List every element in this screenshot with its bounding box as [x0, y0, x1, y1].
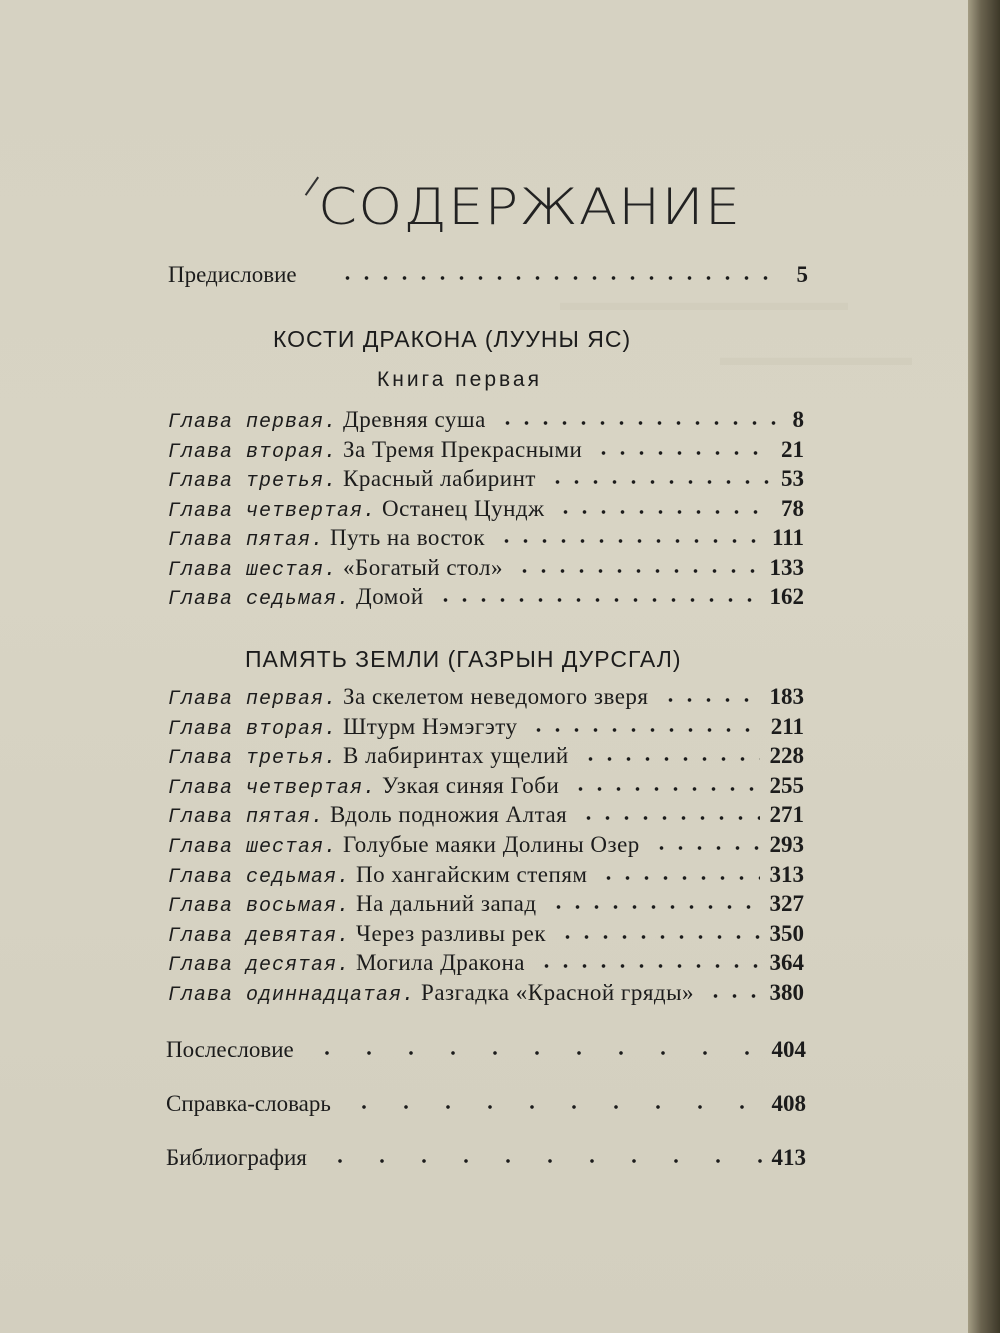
page-number: 327 — [769, 891, 804, 917]
leader-dots — [706, 994, 759, 998]
leader-dots — [319, 1159, 762, 1163]
toc-entry-chapter — [168, 407, 804, 437]
page-number: 183 — [769, 684, 804, 709]
leader-dots — [529, 728, 760, 732]
toc-entry-chapter — [168, 802, 804, 832]
page-number: 255 — [769, 772, 804, 798]
entry-label — [168, 584, 424, 611]
chapter-title: За Тремя Прекрасными — [343, 436, 583, 462]
chapter-number: Глава седьмая. — [168, 865, 351, 889]
part-title: ПАМЯТЬ ЗЕМЛИ (ГАЗРЫН ДУРСГАЛ) — [245, 646, 682, 672]
page-number: 313 — [769, 861, 804, 887]
page-number: 21 — [781, 436, 804, 462]
page-number: 111 — [772, 525, 804, 550]
page-title: СОДЕРЖАНИЕ — [318, 178, 742, 236]
page-number: 364 — [769, 950, 804, 976]
entry-label: Послесловие — [166, 1037, 294, 1062]
entry-label — [168, 714, 517, 741]
entry-label — [168, 921, 546, 948]
chapter-number: Глава пятая. — [168, 529, 325, 552]
entry-label — [168, 773, 559, 800]
page-number: 404 — [771, 1037, 806, 1062]
leader-dots — [548, 480, 771, 484]
toc-entry-backmatter — [166, 1091, 806, 1121]
toc-entry-chapter — [168, 743, 804, 773]
entry-label: Библиография — [166, 1145, 307, 1170]
chapter-title: Путь на восток — [330, 525, 486, 550]
show-through-text: ▬▬▬▬▬▬▬▬▬▬▬▬ — [560, 290, 848, 316]
entry-label — [168, 862, 587, 889]
chapter-number: Глава первая. — [168, 411, 338, 434]
toc-entry-chapter — [168, 862, 804, 892]
entry-label — [168, 407, 486, 434]
chapter-title: Древняя суша — [343, 407, 486, 432]
chapter-title: Узкая синяя Гоби — [382, 772, 560, 798]
chapter-title: Голубые маяки Долины Озер — [343, 832, 640, 857]
entry-label — [168, 802, 567, 829]
chapter-title: В лабиринтах ущелий — [343, 743, 569, 769]
chapter-number: Глава третья. — [168, 747, 338, 771]
page-number: 78 — [781, 495, 804, 521]
entry-label — [168, 891, 537, 918]
chapter-number: Глава восьмая. — [168, 895, 351, 919]
page-number: 293 — [769, 832, 804, 857]
entry-label — [168, 743, 569, 770]
chapter-number: Глава пятая. — [168, 806, 325, 830]
toc-entry-chapter — [168, 891, 804, 921]
page-number: 408 — [771, 1091, 806, 1116]
chapter-number: Глава четвертая. — [168, 776, 377, 800]
entry-label: Предисловие — [168, 262, 297, 287]
entry-label — [168, 980, 694, 1007]
toc-entry-chapter — [168, 684, 804, 714]
chapter-number: Глава первая. — [168, 688, 338, 711]
chapter-number: Глава третья. — [168, 470, 338, 493]
page-number: 162 — [769, 584, 804, 609]
chapter-number: Глава вторая. — [168, 717, 338, 741]
toc-entry-chapter — [168, 950, 804, 980]
entry-label — [168, 466, 536, 493]
page-number: 271 — [769, 802, 804, 828]
leader-dots — [498, 421, 783, 425]
show-through-text: ▬▬▬▬▬▬▬▬ — [720, 345, 912, 371]
book-heading: Книга первая — [377, 368, 542, 391]
entry-label — [168, 555, 503, 582]
leader-dots — [571, 787, 759, 791]
entry-label — [168, 525, 485, 552]
toc-entry-chapter — [168, 466, 804, 496]
leader-dots — [549, 905, 760, 909]
leader-dots — [652, 846, 760, 850]
page-number: 228 — [769, 743, 804, 769]
chapter-title: Останец Цундж — [382, 495, 545, 521]
page-number: 5 — [796, 262, 808, 287]
leader-dots — [306, 1051, 762, 1055]
chapter-number: Глава девятая. — [168, 924, 351, 948]
page-number: 380 — [769, 980, 804, 1005]
toc-entry-chapter — [168, 555, 804, 585]
toc-entry-chapter — [168, 980, 804, 1010]
leader-dots — [338, 276, 778, 280]
chapter-title: Штурм Нэмэгэту — [343, 713, 518, 739]
chapter-number: Глава десятая. — [168, 954, 351, 978]
entry-label — [168, 950, 525, 977]
leader-dots — [497, 539, 762, 543]
toc-entry-chapter — [168, 714, 804, 744]
chapter-title: Домой — [356, 584, 424, 609]
page-number: 8 — [792, 407, 804, 432]
entry-label — [168, 832, 640, 859]
chapter-title: «Богатый стол» — [343, 554, 503, 580]
chapter-title: За скелетом неведомого зверя — [343, 684, 649, 709]
chapter-title: Могила Дракона — [356, 950, 526, 976]
book-binding — [968, 0, 1000, 1333]
chapter-title: Вдоль подножия Алтая — [330, 802, 568, 828]
part-title: КОСТИ ДРАКОНА (ЛУУНЫ ЯС) — [273, 326, 632, 352]
chapter-title: Через разливы рек — [356, 920, 547, 946]
leader-dots — [581, 757, 760, 761]
chapter-number: Глава вторая. — [168, 440, 338, 464]
toc-entry-backmatter — [166, 1037, 806, 1067]
leader-dots — [661, 698, 760, 702]
leader-dots — [556, 510, 771, 514]
page-number: 133 — [769, 554, 804, 580]
chapter-number: Глава шестая. — [168, 558, 338, 582]
page-number: 350 — [769, 920, 804, 946]
entry-label — [168, 496, 544, 523]
toc-entry-chapter — [168, 584, 804, 614]
page-number: 53 — [781, 466, 804, 491]
leader-dots — [579, 816, 759, 820]
leader-dots — [537, 964, 759, 968]
toc-entry-chapter — [168, 525, 804, 555]
chapter-title: Красный лабиринт — [343, 466, 536, 491]
toc-entry-chapter — [168, 921, 804, 951]
leader-dots — [558, 935, 759, 939]
leader-dots — [343, 1105, 762, 1109]
leader-dots — [515, 569, 760, 573]
chapter-title: На дальний запад — [356, 891, 537, 917]
toc-entry-preface — [168, 262, 808, 292]
toc-entry-backmatter — [166, 1145, 806, 1175]
chapter-number: Глава четвертая. — [168, 499, 377, 523]
chapter-number: Глава одиннадцатая. — [168, 984, 416, 1007]
chapter-title: По хангайским степям — [356, 861, 588, 887]
toc-entry-chapter — [168, 773, 804, 803]
chapter-number: Глава седьмая. — [168, 588, 351, 611]
entry-label — [168, 684, 649, 711]
toc-entry-chapter — [168, 496, 804, 526]
entry-label — [168, 437, 582, 464]
page-number: 211 — [770, 713, 804, 739]
page-number: 413 — [771, 1145, 806, 1170]
leader-dots — [436, 598, 760, 602]
leader-dots — [599, 876, 759, 880]
leader-dots — [594, 451, 771, 455]
toc-entry-chapter — [168, 832, 804, 862]
chapter-number: Глава шестая. — [168, 836, 338, 859]
chapter-title: Разгадка «Красной гряды» — [421, 980, 695, 1005]
toc-entry-chapter — [168, 437, 804, 467]
entry-label: Справка-словарь — [166, 1091, 331, 1116]
